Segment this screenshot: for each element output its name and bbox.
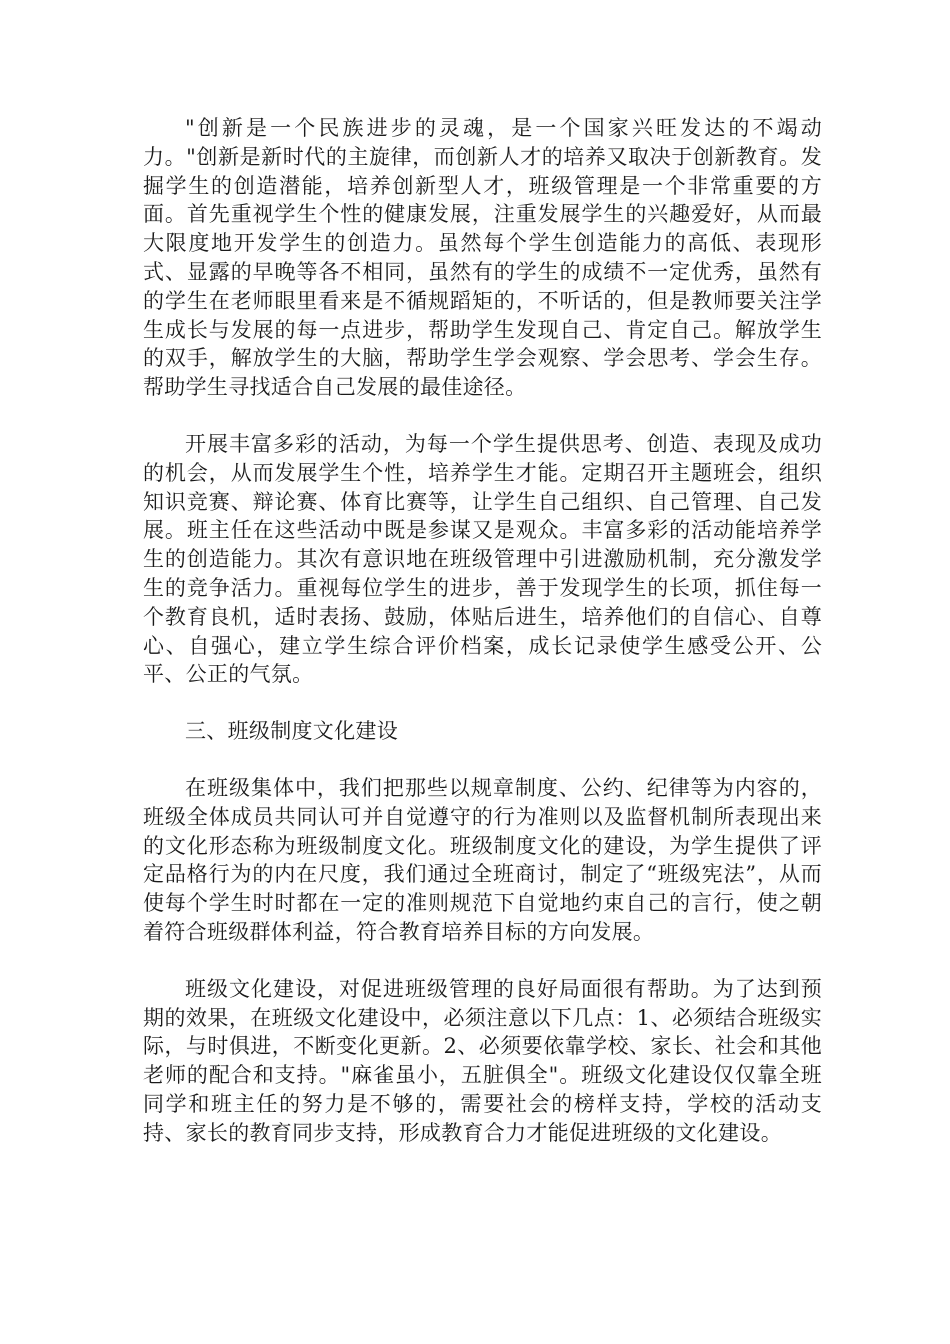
paragraph-class-culture: 班级文化建设，对促进班级管理的良好局面很有帮助。为了达到预期的效果，在班级文化建设中，必须注意以下几点：1、必须结合班级实际，与时俱进，不断变化更新。2、必须要依靠学校、家长、社会和其他老师的配合和支持。"麻雀虽小，五脏俱全"。班级文化建设仅仅靠全班同学和班主任的努力是不够的，需要社会的榜样支持，学校的活动支持、家长的教育同步支持，形成教育合力才能促进班级的文化建设。 [143,976,822,1145]
section-heading: 三、班级制度文化建设 [185,719,398,744]
paragraph-innovation: "创新是一个民族进步的灵魂，是一个国家兴旺发达的不竭动力。"创新是新时代的主旋律，而创新人才的培养又取决于创新教育。发掘学生的创造潜能，培养创新型人才，班级管理是一个非常重要的方面。首先重视学生个性的健康发展，注重发展学生的兴趣爱好，从而最大限度地开发学生的创造力。虽然每个学生创造能力的高低、表现形式、显露的早晚等各不相同，虽然有的学生的成绩不一定优秀，虽然有的学生在老师眼里看来是不循规蹈矩的，不听话的，但是教师要关注学生成长与发展的每一点进步，帮助学生发现自己、肯定自己。解放学生的双手，解放学生的大脑，帮助学生学会观察、学会思考、学会生存。帮助学生寻找适合自己发展的最佳途径。 [143,116,822,400]
paragraph-activities: 开展丰富多彩的活动，为每一个学生提供思考、创造、表现及成功的机会，从而发展学生个性，培养学生才能。定期召开主题班会，组织知识竞赛、辩论赛、体育比赛等，让学生自己组织、自己管理、自己发展。班主任在这些活动中既是参谋又是观众。丰富多彩的活动能培养学生的创造能力。其次有意识地在班级管理中引进激励机制，充分激发学生的竞争活力。重视每位学生的进步，善于发现学生的长项，抓住每一个教育良机，适时表扬、鼓励，体贴后进生，培养他们的自信心、自尊心、自强心，建立学生综合评价档案，成长记录使学生感受公开、公平、公正的气氛。 [143,431,822,687]
paragraph-class-system: 在班级集体中，我们把那些以规章制度、公约、纪律等为内容的，班级全体成员共同认可并自觉遵守的行为准则以及监督机制所表现出来的文化形态称为班级制度文化。班级制度文化的建设，为学生提供了评定品格行为的内在尺度，我们通过全班商讨，制定了“班级宪法”，从而使每个学生时时都在一定的准则规范下自觉地约束自己的言行，使之朝着符合班级群体利益，符合教育培养目标的方向发展。 [143,775,822,944]
